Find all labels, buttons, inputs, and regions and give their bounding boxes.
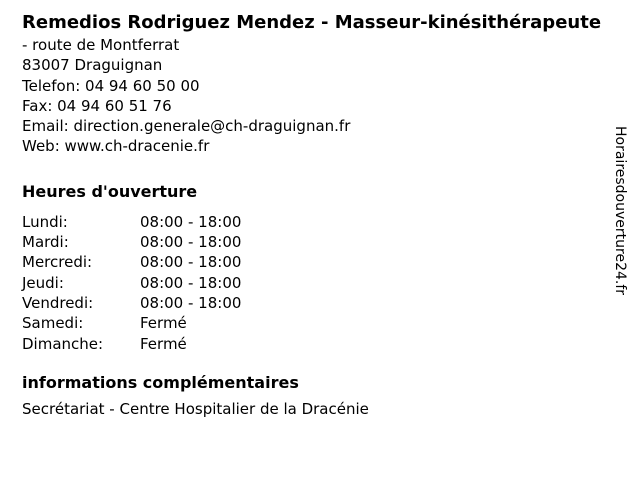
hours-row-sunday [22,334,612,354]
email-line: Email: direction.generale@ch-draguignan.fr [22,117,351,136]
day-hours: 08:00 - 18:00 [140,273,242,292]
hours-row-friday [22,293,612,313]
hours-row-thursday [22,273,612,293]
day-hours: Fermé [140,314,187,333]
address-street-line: - route de Montferrat [22,36,180,54]
hours-row-monday [22,212,612,232]
day-hours: 08:00 - 18:00 [140,293,242,312]
website-line: Web: www.ch-dracenie.fr [22,137,210,156]
day-label: Samedi: [22,314,84,333]
page-title: Remedios Rodriguez Mendez - Masseur-kinésithérapeute [22,12,602,33]
address-city-line: 83007 Draguignan [22,56,163,75]
day-label: Vendredi: [22,293,94,312]
opening-hours-table [22,212,612,354]
day-label: Lundi: [22,212,68,231]
day-hours: Fermé [140,334,187,353]
fax-line: Fax: 04 94 60 51 76 [22,96,172,115]
additional-info-text: Secrétariat - Centre Hospitalier de la Dracénie [22,399,369,418]
day-label: Mercredi: [22,253,93,272]
day-hours: 08:00 - 18:00 [140,233,242,252]
hours-row-tuesday [22,232,612,252]
day-hours: 08:00 - 18:00 [140,253,242,272]
day-hours: 08:00 - 18:00 [140,212,242,231]
hours-row-wednesday [22,252,612,272]
site-watermark: Horairesdouverture24.fr [612,126,628,296]
phone-line: Telefon: 04 94 60 50 00 [22,76,200,95]
main-content [22,10,612,419]
day-label: Mardi: [22,233,69,252]
contact-block [22,35,612,157]
day-label: Dimanche: [22,334,104,353]
additional-info-heading: informations complémentaires [22,372,299,392]
day-label: Jeudi: [22,273,64,292]
hours-row-saturday [22,313,612,333]
opening-hours-heading: Heures d'ouverture [22,181,198,201]
